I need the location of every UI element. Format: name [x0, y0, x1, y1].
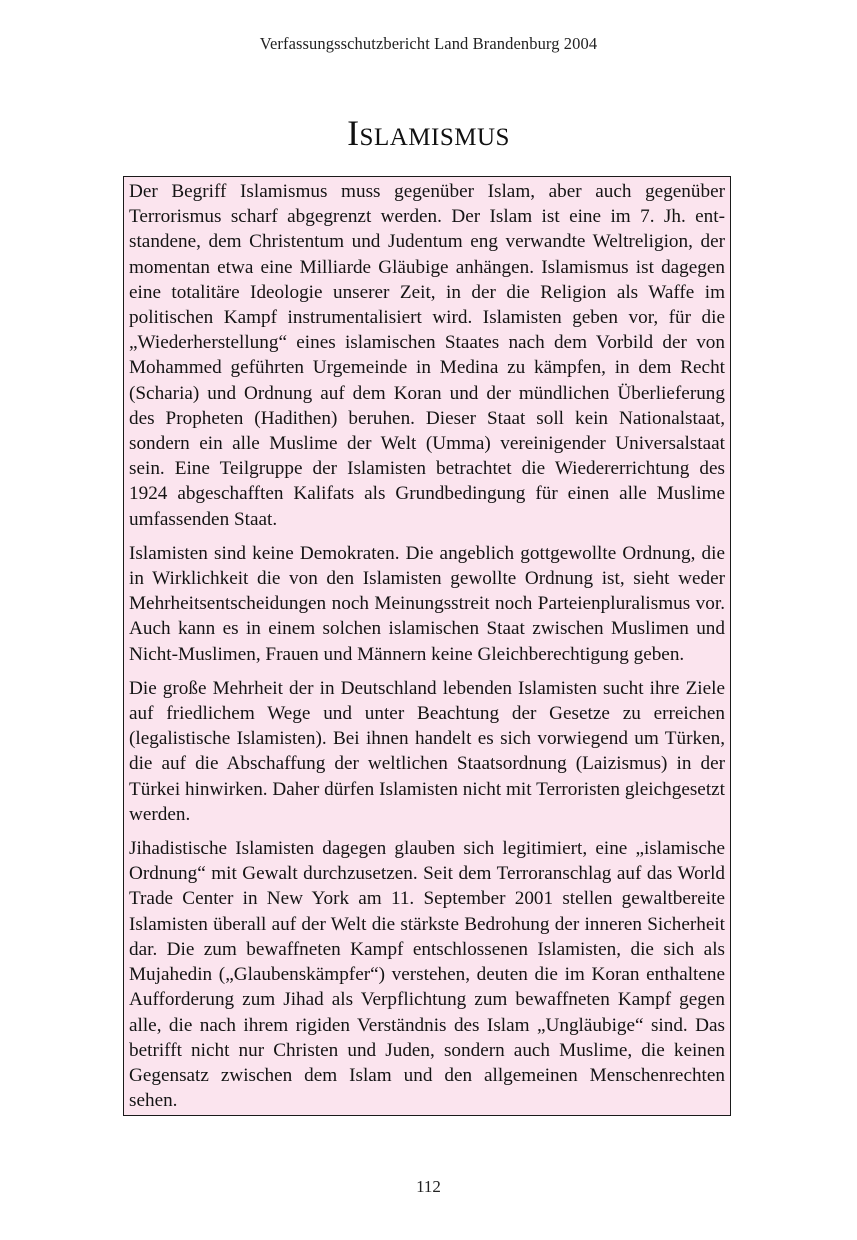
- highlighted-text-box: [123, 176, 731, 1116]
- paragraph-no-democrats: Islamisten sind keine Demokraten. Die angeblich gottgewollte Ordnung, die in Wirklichkeit die von den Islamisten gewollte Ordnung ist, sieht weder Mehrheitsentscheidungen noch Meinungsstreit noch Parteienpluralismus vor. Auch kann es in einem solchen islamischen Staat zwischen Muslimen und Nicht-Muslimen, Frauen und Männern keine Gleichberechtigung geben.: [129, 542, 725, 665]
- running-header: Verfassungsschutzbericht Land Brandenburg 2004: [259, 34, 598, 53]
- paragraph-definition: Der Begriff Islamismus muss gegenüber Islam, aber auch gegenüber Terrorismus scharf abgegrenzt werden. Der Islam ist eine im 7. Jh. entstandene, dem Christentum und Judentum eng verwandte Weltreligion, der momentan etwa eine Milliarde Gläubige anhängen. Islamismus ist dagegen eine totalitäre Ideologie unserer Zeit, in der die Religion als Waffe im politischen Kampf instrumentalisiert wird. Islamisten geben vor, für die „Wiederherstellung“ eines islamischen Staates nach dem Vorbild der von Mohammed geführten Urgemeinde in Medina zu kämpfen, in dem Recht (Scharia) und Ordnung auf dem Koran und der mündlichen Überlieferung des Propheten (Hadithen) beruhen. Dieser Staat soll kein Nationalstaat, sondern ein alle Muslime der Welt (Umma) vereinigender Universalstaat sein. Eine Teilgruppe der Islamisten betrachtet die Wiedererrichtung des 1924 abgeschafften Kalifats als Grundbedingung für einen alle Muslime umfassenden Staat.: [129, 181, 725, 530]
- page-number: 112: [416, 1177, 441, 1196]
- paragraph-jihadist-islamists: Jihadistische Islamisten dagegen glauben sich legitimiert, eine „islamische Ordnung“ mit Gewalt durchzusetzen. Seit dem Terroranschlag auf das World Trade Center in New York am 11. September 2001 stellen gewaltbereite Islamisten überall auf der Welt die stärkste Bedrohung der inneren Sicherheit dar. Die zum bewaffneten Kampf entschlossenen Islamisten, die sich als Mujahedin („Glaubenskämpfer“) verstehen, deuten die im Koran enthaltene Aufforderung zum Jihad als Verpflichtung zum bewaffneten Kampf gegen alle, die nach ihrem rigiden Verständnis des Islam „Ungläubige“ sind. Das betrifft nicht nur Christen und Juden, sondern auch Muslime, die keinen Gegensatz zwischen dem Islam und den allgemeinen Menschenrechten sehen.: [129, 838, 725, 1112]
- chapter-title: Islamismus: [347, 113, 510, 153]
- paragraph-legalist-islamists: Die große Mehrheit der in Deutschland lebenden Islamisten sucht ihre Ziele auf friedlichem Wege und unter Beachtung der Gesetze zu erreichen (legalistische Islamisten). Bei ihnen handelt es sich vorwiegend um Türken, die auf die Abschaffung der weltlichen Staatsordnung (Laizismus) in der Türkei hinwirken. Daher dürfen Islamisten nicht mit Terroristen gleichgesetzt werden.: [129, 677, 725, 825]
